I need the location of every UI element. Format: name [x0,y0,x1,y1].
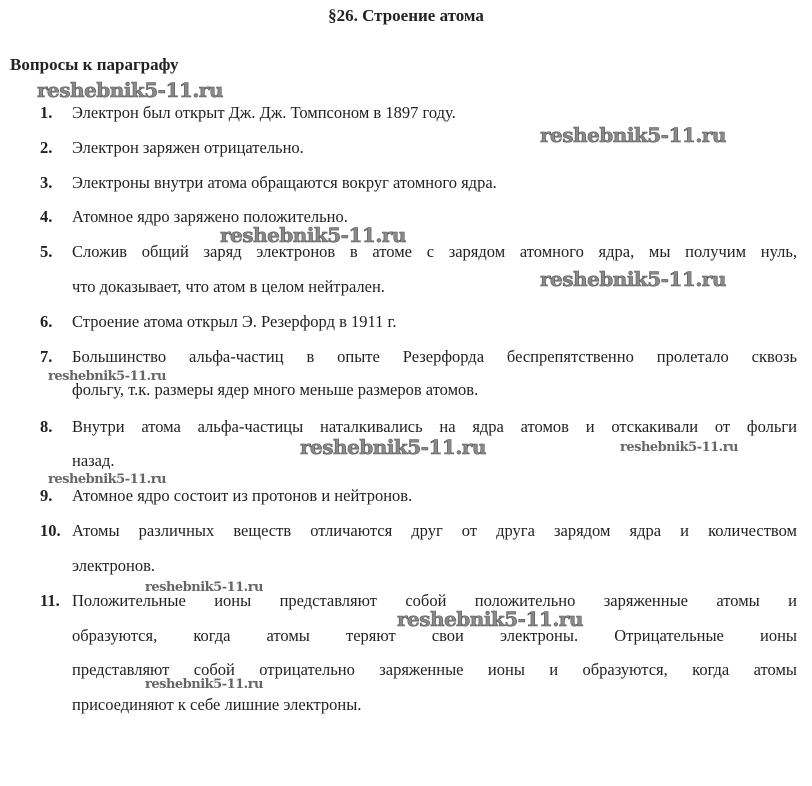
item-text: присоединяют к себе лишние электроны. [72,695,362,714]
watermark: reshebnik5-11.ru [48,369,167,384]
item-text: назад. [72,451,115,470]
watermark: reshebnik5-11.ru [48,472,167,487]
item-text: образуются, когда атомы теряют свои электроны. Отрицательные ионы [72,626,797,645]
item-number: 4. [40,207,53,226]
watermark: reshebnik5-11.ru [145,677,264,692]
item-number: 2. [40,138,53,157]
watermark: reshebnik5-11.ru [300,435,486,459]
watermark: reshebnik5-11.ru [540,123,726,147]
item-number: 3. [40,173,53,192]
watermark: reshebnik5-11.ru [620,440,739,455]
item-text: Строение атома открыл Э. Резерфорд в 1911 г. [72,312,397,331]
watermark: reshebnik5-11.ru [397,607,583,631]
item-text: Большинство альфа-частиц в опыте Резерфорда беспрепятственно пролетало сквозь [72,347,797,366]
item-text: Электрон заряжен отрицательно. [72,138,304,157]
item-text: Сложив общий заряд электронов в атоме с зарядом атомного ядра, мы получим нуль, [72,242,797,261]
item-text: Положительные ионы представляют собой положительно заряженные атомы и [72,591,797,610]
item-text: Электроны внутри атома обращаются вокруг атомного ядра. [72,173,497,192]
section-title: §26. Строение атома [328,6,484,25]
item-number: 7. [40,347,53,366]
watermark: reshebnik5-11.ru [220,223,406,247]
item-number: 11. [40,591,60,610]
watermark: reshebnik5-11.ru [540,267,726,291]
item-text: Атомное ядро состоит из протонов и нейтронов. [72,486,413,505]
item-text: что доказывает, что атом в целом нейтрален. [72,277,385,296]
item-text: Атомное ядро заряжено положительно. [72,207,348,226]
item-text: фольгу, т.к. размеры ядер много меньше размеров атомов. [72,380,479,399]
item-number: 5. [40,242,53,261]
watermark: reshebnik5-11.ru [145,580,264,595]
item-number: 9. [40,486,53,505]
item-text: Внутри атома альфа-частицы наталкивались на ядра атомов и отскакивали от фольги [72,417,797,436]
item-number: 6. [40,312,53,331]
item-number: 8. [40,417,53,436]
item-number: 1. [40,103,53,122]
item-text: представляют собой отрицательно заряженные ионы и образуются, когда атомы [72,660,797,679]
item-text: Атомы различных веществ отличаются друг от друга зарядом ядра и количеством [72,521,797,540]
watermark: reshebnik5-11.ru [37,78,223,102]
item-number: 10. [40,521,61,540]
item-text: Электрон был открыт Дж. Дж. Томпсоном в 1897 году. [72,103,456,122]
item-text: электронов. [72,556,156,575]
questions-heading: Вопросы к параграфу [10,55,179,74]
